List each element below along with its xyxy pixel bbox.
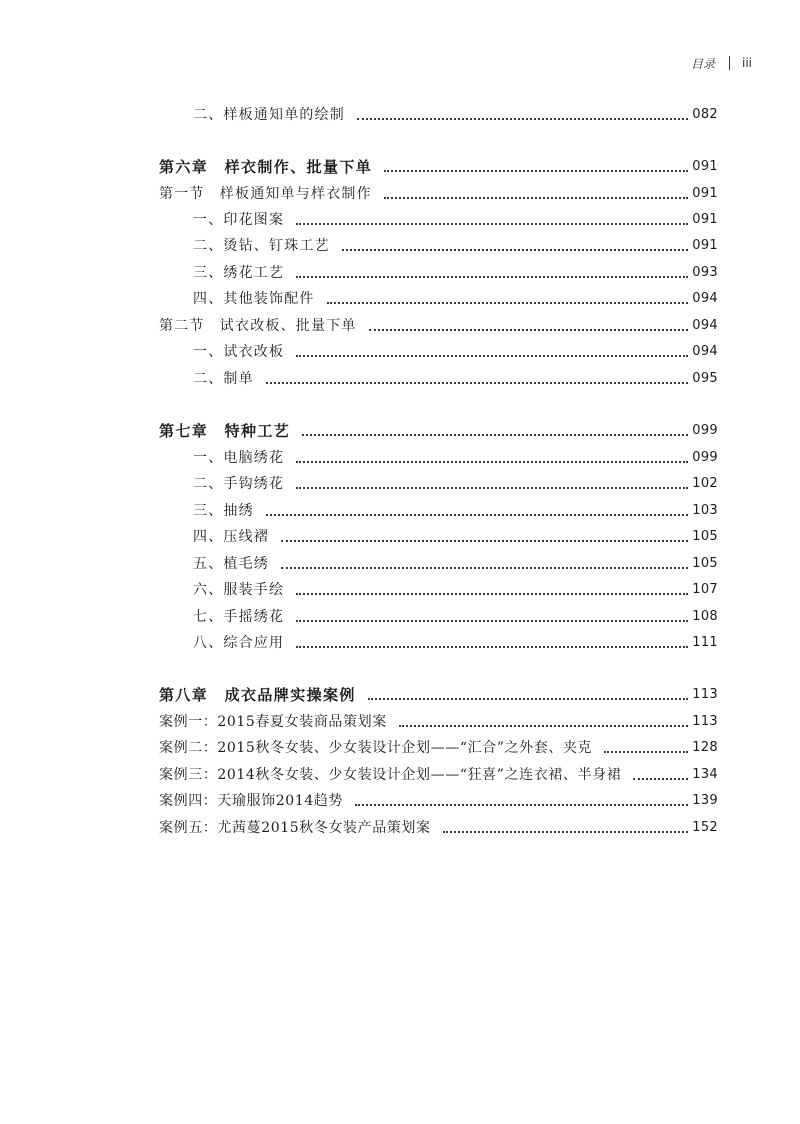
toc-entry-title: 第六章 样衣制作、批量下单 xyxy=(159,158,373,176)
dot-leader xyxy=(357,118,688,120)
dot-leader xyxy=(281,567,688,569)
toc-section[interactable] xyxy=(0,313,718,335)
dot-leader xyxy=(296,461,688,463)
toc-entry-page: 105 xyxy=(692,529,718,544)
dot-leader xyxy=(604,751,688,753)
toc-entry[interactable] xyxy=(0,630,718,652)
toc-entry[interactable] xyxy=(0,233,718,255)
dot-leader xyxy=(296,487,688,489)
toc-entry[interactable] xyxy=(0,207,718,229)
toc-entry-title: 案例三：2014秋冬女装、少女装设计企划——“狂喜”之连衣裙、半身裙 xyxy=(159,767,622,783)
dot-leader xyxy=(296,646,688,648)
toc-entry-title: 案例二：2015秋冬女装、少女装设计企划——“汇合”之外套、夹克 xyxy=(159,740,593,756)
toc-chapter[interactable] xyxy=(0,682,718,704)
toc-entry-title: 第二节 试衣改板、批量下单 xyxy=(159,318,357,334)
toc-entry-page: 107 xyxy=(692,582,718,597)
toc-entry[interactable] xyxy=(0,471,718,493)
toc-entry-title: 第七章 特种工艺 xyxy=(159,422,291,440)
toc-entry-page: 111 xyxy=(692,635,718,650)
toc-entry-title: 一、电脑绣花 xyxy=(193,450,285,466)
toc-entry-title: 六、服装手绘 xyxy=(193,582,285,598)
toc-entry-page: 093 xyxy=(692,265,718,280)
dot-leader xyxy=(296,355,688,357)
toc-entry-title: 三、抽绣 xyxy=(193,503,254,519)
toc-entry[interactable] xyxy=(0,551,718,573)
toc-entry-page: 082 xyxy=(692,107,718,122)
toc-entry[interactable] xyxy=(0,366,718,388)
toc-entry-title: 二、样板通知单的绘制 xyxy=(193,107,345,123)
toc-entry-page: 113 xyxy=(692,714,718,729)
toc-entry-page: 091 xyxy=(692,159,718,174)
toc-entry-page: 091 xyxy=(692,238,718,253)
dot-leader xyxy=(281,540,688,542)
toc-entry-title: 一、印花图案 xyxy=(193,212,285,228)
toc-entry-title: 八、综合应用 xyxy=(193,635,285,651)
toc-entry-page: 128 xyxy=(692,740,718,755)
toc-entry-page: 113 xyxy=(692,687,718,702)
toc-entry-page: 102 xyxy=(692,476,718,491)
toc-entry[interactable] xyxy=(0,524,718,546)
dot-leader xyxy=(399,725,688,727)
toc-case[interactable] xyxy=(0,709,718,731)
toc-entry-page: 139 xyxy=(692,793,718,808)
toc-entry-page: 094 xyxy=(692,291,718,306)
toc-entry-title: 七、手摇绣花 xyxy=(193,609,285,625)
toc-entry-page: 099 xyxy=(692,450,718,465)
page-number: iii xyxy=(741,56,752,70)
toc-entry[interactable] xyxy=(0,339,718,361)
dot-leader xyxy=(384,170,688,172)
toc-case[interactable] xyxy=(0,735,718,757)
toc-entry-title: 二、烫钻、钉珠工艺 xyxy=(193,238,330,254)
dot-leader xyxy=(443,831,689,833)
toc-entry[interactable] xyxy=(0,604,718,626)
dot-leader xyxy=(384,197,688,199)
toc-entry-page: 152 xyxy=(692,820,718,835)
toc-entry[interactable] xyxy=(0,577,718,599)
dot-leader xyxy=(266,382,688,384)
dot-leader xyxy=(342,249,688,251)
toc-entry-page: 103 xyxy=(692,503,718,518)
toc-entry[interactable] xyxy=(0,445,718,467)
toc-chapter[interactable] xyxy=(0,154,718,176)
toc-entry-title: 五、植毛绣 xyxy=(193,556,269,572)
toc-entry-page: 091 xyxy=(692,212,718,227)
toc-entry-title: 三、绣花工艺 xyxy=(193,265,285,281)
toc-entry[interactable] xyxy=(0,498,718,520)
toc-case[interactable] xyxy=(0,815,718,837)
toc-entry-page: 108 xyxy=(692,609,718,624)
dot-leader xyxy=(368,698,688,700)
header-divider xyxy=(729,56,730,70)
toc-entry[interactable] xyxy=(0,286,718,308)
running-header xyxy=(691,53,752,73)
toc-entry-title: 第八章 成衣品牌实操案例 xyxy=(159,686,356,704)
toc-case[interactable] xyxy=(0,788,718,810)
toc-entry-page: 095 xyxy=(692,371,718,386)
toc-entry-title: 第一节 样板通知单与样衣制作 xyxy=(159,186,372,202)
toc-entry-title: 案例五：尤茜蔓2015秋冬女装产品策划案 xyxy=(159,820,431,836)
toc-entry[interactable] xyxy=(0,102,718,124)
dot-leader xyxy=(369,329,689,331)
dot-leader xyxy=(296,276,688,278)
toc-entry[interactable] xyxy=(0,260,718,282)
toc-case[interactable] xyxy=(0,762,718,784)
toc-entry-title: 二、手钩绣花 xyxy=(193,476,285,492)
dot-leader xyxy=(296,620,688,622)
dot-leader xyxy=(355,804,688,806)
toc-entry-page: 094 xyxy=(692,344,718,359)
toc-entry-page: 091 xyxy=(692,186,718,201)
toc-entry-page: 094 xyxy=(692,318,718,333)
toc-entry-page: 134 xyxy=(692,767,718,782)
dot-leader xyxy=(302,434,688,436)
toc-entry-title: 案例四：天瑜服饰2014趋势 xyxy=(159,793,344,809)
toc-entry-title: 一、试衣改板 xyxy=(193,344,285,360)
toc-entry-title: 四、其他装饰配件 xyxy=(193,291,315,307)
toc-section[interactable] xyxy=(0,181,718,203)
section-label: 目录 xyxy=(690,56,715,71)
toc-entry-page: 099 xyxy=(692,423,718,438)
dot-leader xyxy=(266,514,688,516)
dot-leader xyxy=(327,302,689,304)
dot-leader xyxy=(633,778,688,780)
toc-entry-page: 105 xyxy=(692,556,718,571)
toc-entry-title: 案例一：2015春夏女装商品策划案 xyxy=(159,714,387,730)
toc-entry-title: 二、制单 xyxy=(193,371,254,387)
dot-leader xyxy=(296,223,688,225)
toc-entry-title: 四、压线褶 xyxy=(193,529,269,545)
toc-chapter[interactable] xyxy=(0,418,718,440)
dot-leader xyxy=(296,593,688,595)
